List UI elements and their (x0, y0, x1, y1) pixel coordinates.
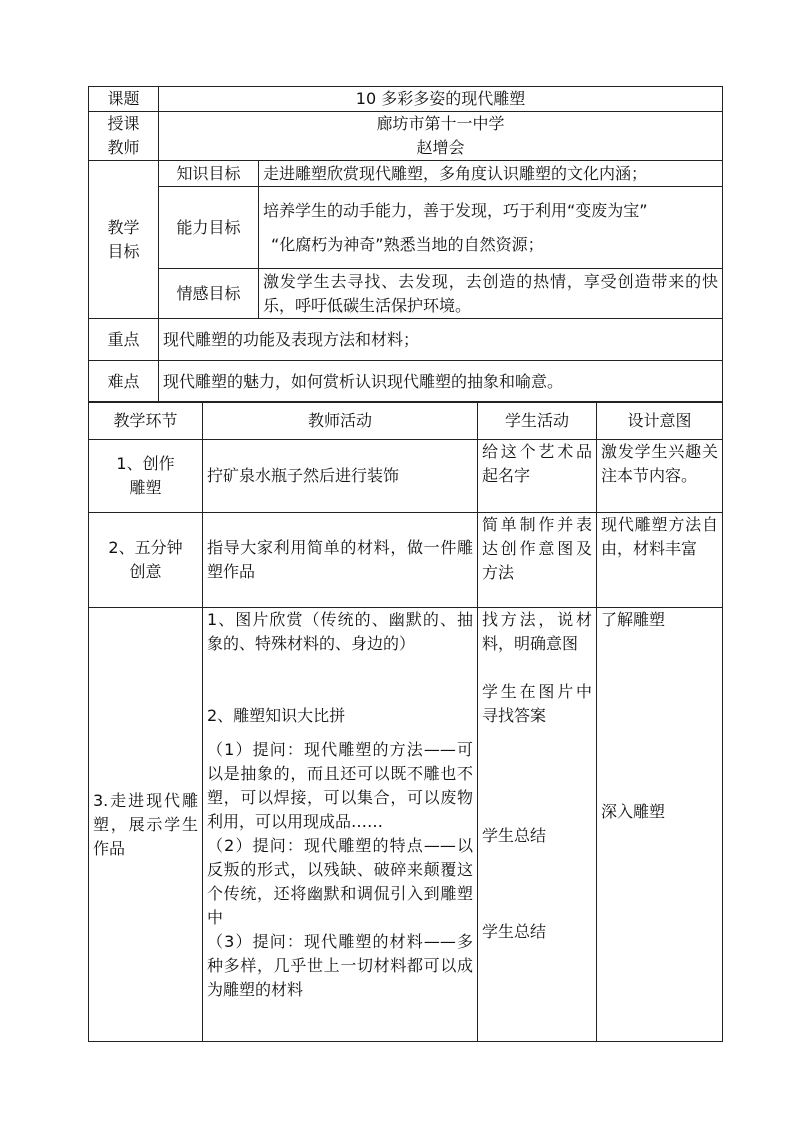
teacher-gap-1 (207, 656, 473, 704)
key-point-label: 重点 (89, 319, 159, 361)
row1-teacher-activity: 拧矿泉水瓶子然后进行装饰 (203, 440, 478, 513)
student-p1: 找方法，说材料，明确意图 (482, 610, 592, 653)
teacher-p1: 1、图片欣赏（传统的、幽默的、抽象的、特殊材料的、身边的） (207, 610, 473, 653)
student-gap-1 (482, 656, 592, 680)
header-design-intent: 设计意图 (597, 402, 723, 440)
teacher-gap-2 (207, 728, 473, 738)
emotion-goal-label: 情感目标 (159, 269, 259, 319)
teacher-label (89, 112, 159, 161)
row2-teacher-activity: 指导大家利用简单的材料，做一件雕塑作品 (203, 513, 478, 608)
student-p3: 学生总结 (482, 826, 547, 845)
student-p2: 学生在图片中寻找答案 (482, 682, 592, 725)
row3-stage: 3.走进现代雕塑，展示学生作品 (89, 608, 203, 1042)
subject-value: 10 多彩多姿的现代雕塑 (159, 87, 723, 112)
process-row-3 (89, 608, 723, 1042)
header-teacher-activity: 教师活动 (203, 402, 478, 440)
process-header-row (89, 402, 723, 440)
ability-gap (263, 223, 718, 233)
difficulty-row (89, 361, 723, 403)
process-row-1 (89, 440, 723, 513)
row1-design-intent: 激发学生兴趣关注本节内容。 (597, 440, 723, 513)
teacher-p4: （2）提问：现代雕塑的特点——以反叛的形式，以残缺、破碎来颠覆这个传统，还将幽默和调侃引入到雕塑中 (207, 836, 473, 927)
row2-stage-line1: 2、五分钟 (108, 538, 183, 557)
teacher-p3: （1）提问：现代雕塑的方法——可以是抽象的，而且还可以既不雕也不塑，可以焊接，可以集合，可以废物利用，可以用现成品…… (207, 740, 473, 831)
subject-label: 课题 (89, 87, 159, 112)
goals-label (89, 161, 159, 319)
row3-teacher-activity (203, 608, 478, 1042)
key-point-text: 现代雕塑的功能及表现方法和材料； (159, 319, 723, 361)
row3-student-activity (478, 608, 597, 1042)
student-gap-3 (482, 848, 592, 920)
ability-goal-line2: “化腐朽为神奇”熟悉当地的自然资源； (271, 234, 544, 254)
row1-stage-line2: 雕塑 (129, 478, 162, 497)
difficulty-text: 现代雕塑的魅力，如何赏析认识现代雕塑的抽象和喻意。 (159, 361, 723, 403)
student-p4: 学生总结 (482, 922, 547, 941)
process-row-2 (89, 513, 723, 608)
teacher-p2: 2、雕塑知识大比拼 (207, 706, 346, 725)
goals-label-line1: 教学 (107, 217, 140, 237)
subject-row (89, 87, 723, 112)
ability-goal-text (259, 187, 723, 269)
teacher-value (159, 112, 723, 161)
school-name: 廊坊市第十一中学 (376, 114, 505, 133)
goals-label-line2: 目标 (107, 241, 140, 261)
header-stage: 教学环节 (89, 402, 203, 440)
teacher-p5: （3）提问：现代雕塑的材料——多种多样，几乎世上一切材料都可以成为雕塑的材料 (207, 932, 473, 999)
ability-goal-line1: 培养学生的动手能力，善于发现，巧于利用“变废为宝” (263, 200, 648, 220)
teacher-label-line1: 授课 (107, 114, 140, 133)
emotion-goal-text: 激发学生去寻找、去发现，去创造的热情，享受创造带来的快乐，呼吁低碳生活保护环境。 (259, 269, 723, 319)
row2-stage-line2: 创意 (129, 562, 162, 581)
difficulty-label: 难点 (89, 361, 159, 403)
row3-design-intent (597, 608, 723, 1042)
row1-stage (89, 440, 203, 513)
teacher-name: 赵增会 (416, 138, 465, 157)
row2-student-activity: 简单制作并表达创作意图及方法 (478, 513, 597, 608)
teacher-label-line2: 教师 (107, 138, 140, 157)
knowledge-goal-text: 走进雕塑欣赏现代雕塑，多角度认识雕塑的文化内涵； (259, 161, 723, 187)
header-student-activity: 学生活动 (478, 402, 597, 440)
emotion-goal-row (89, 269, 723, 319)
ability-goal-row (89, 187, 723, 269)
intent-p1: 了解雕塑 (601, 610, 666, 629)
lesson-info-table (88, 86, 723, 403)
row1-student-activity: 给这个艺术品起名字 (478, 440, 597, 513)
row2-design-intent: 现代雕塑方法自由，材料丰富 (597, 513, 723, 608)
teacher-row (89, 112, 723, 161)
ability-goal-label: 能力目标 (159, 187, 259, 269)
row1-stage-line1: 1、创作 (116, 454, 175, 473)
row2-stage (89, 513, 203, 608)
teaching-process-table (88, 401, 723, 1042)
student-gap-2 (482, 728, 592, 824)
intent-gap-1 (601, 632, 718, 800)
key-point-row (89, 319, 723, 361)
knowledge-goal-label: 知识目标 (159, 161, 259, 187)
intent-p2: 深入雕塑 (601, 802, 666, 821)
knowledge-goal-row (89, 161, 723, 187)
